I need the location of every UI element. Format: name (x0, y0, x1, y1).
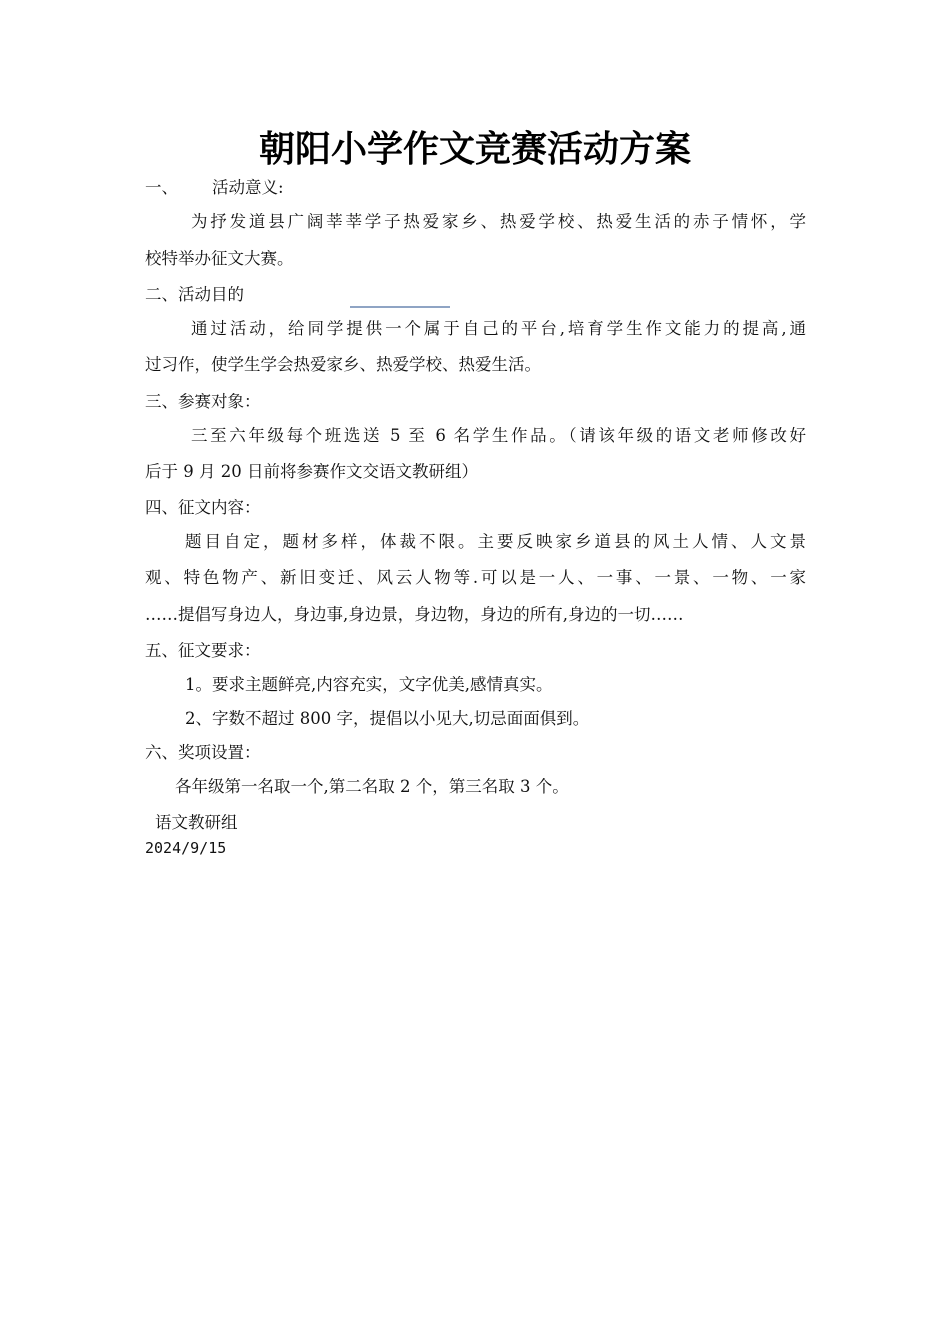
section-3-line-1: 三至六年级每个班选送 5 至 6 名学生作品。（请该年级的语文老师修改好 (191, 426, 806, 445)
section-2-line-1: 通过活动，给同学提供一个属于自己的平台,培育学生作文能力的提高,通 (191, 319, 806, 338)
section-heading-text-1: 活动意义: (212, 178, 284, 197)
section-1-line-2: 校特举办征文大赛。 (145, 249, 294, 268)
section-number-1: 一、 (145, 178, 178, 197)
section-heading-6: 六、奖项设置： (145, 743, 261, 762)
section-heading-3: 三、参赛对象： (145, 392, 261, 411)
section-1-line-1: 为抒发道县广阔莘莘学子热爱家乡、热爱学校、热爱生活的赤子情怀，学 (191, 212, 806, 231)
section-5-line-2: 2、字数不超过 800 字，提倡以小见大,切忌面面俱到。 (185, 709, 590, 728)
signature-org: 语文教研组 (155, 813, 238, 832)
section-heading-4: 四、征文内容： (145, 498, 261, 517)
section-4-line-2: 观、特色物产、新旧变迁、风云人物等.可以是一人、一事、一景、一物、一家 (145, 568, 806, 587)
section-5-line-1: 1。要求主题鲜亮,内容充实，文字优美,感情真实。 (185, 675, 553, 694)
divider-line (350, 306, 450, 308)
section-3-line-2: 后于 9 月 20 日前将参赛作文交语文教研组） (145, 462, 478, 481)
signature-date: 2024/9/15 (145, 839, 227, 857)
section-4-line-3: ……提倡写身边人，身边事,身边景，身边物，身边的所有,身边的一切…… (145, 605, 684, 624)
section-heading-1 (145, 176, 810, 200)
section-6-line-1: 各年级第一名取一个,第二名取 2 个，第三名取 3 个。 (175, 777, 569, 796)
section-2-line-2: 过习作，使学生学会热爱家乡、热爱学校、热爱生活。 (145, 355, 541, 374)
document-title: 朝阳小学作文竞赛活动方案 (258, 129, 691, 170)
section-heading-2: 二、活动目的 (145, 285, 244, 304)
section-4-line-1: 题目自定，题材多样，体裁不限。主要反映家乡道县的风土人情、人文景 (185, 532, 806, 551)
section-heading-5: 五、征文要求： (145, 641, 261, 660)
